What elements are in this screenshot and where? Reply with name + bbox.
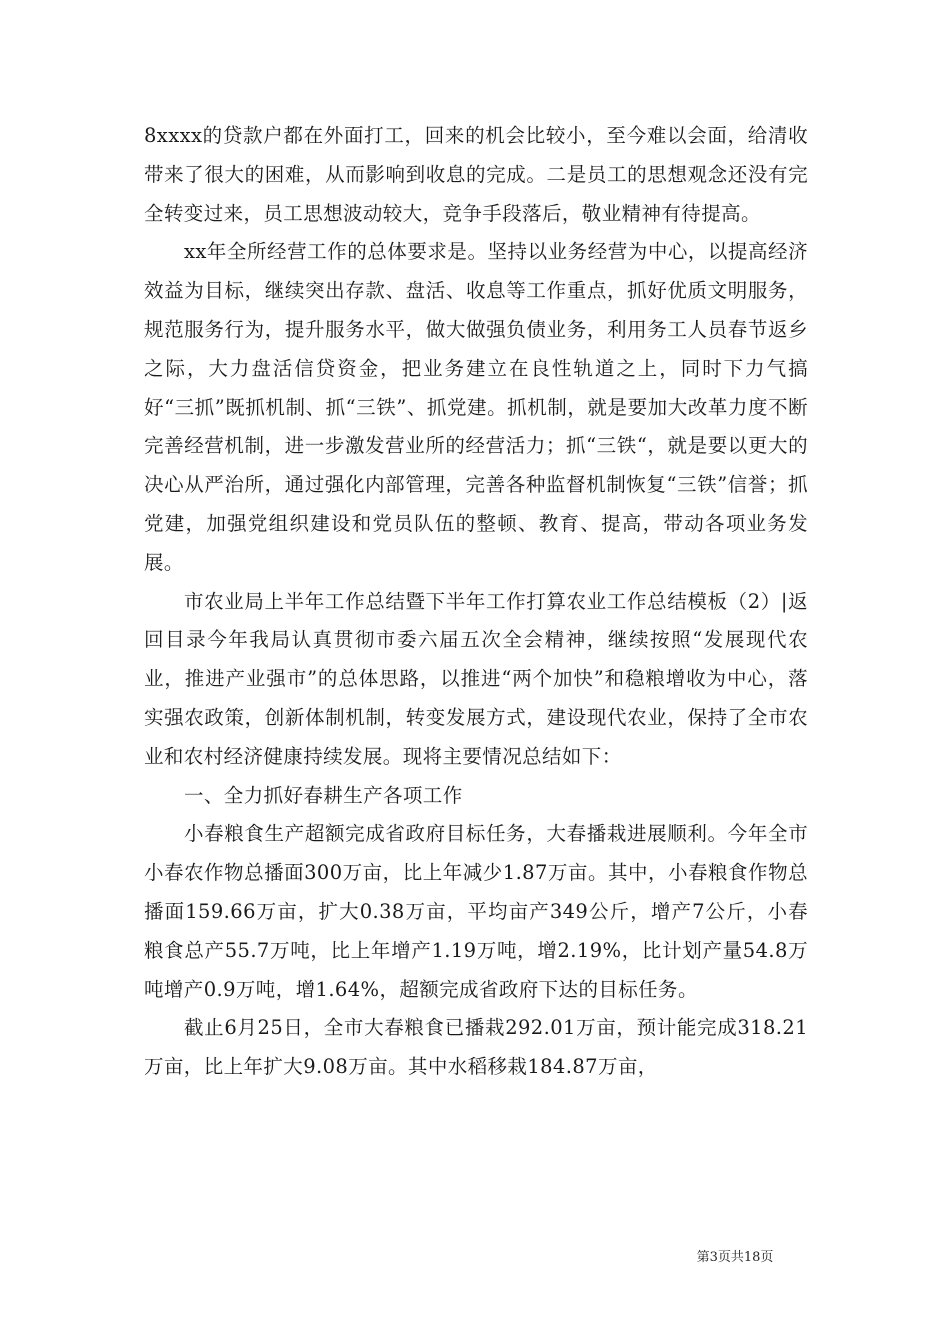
paragraph-4: 小春粮食生产超额完成省政府目标任务，大春播栽进展顺利。今年全市小春农作物总播面300万亩，比上年减少1.87万亩。其中，小春粮食作物总播面159.66万亩，扩大0.38万亩，平均亩产349公斤，增产7公斤，小春粮食总产55.7万吨，比上年增产1.19万吨，增2.19%，比计划产量54.8万吨增产0.9万吨，增1.64%，超额完成省政府下达的目标任务。 [144,822,808,1001]
paragraph-5: 截止6月25日，全市大春粮食已播栽292.01万亩，预计能完成318.21万亩，比上年扩大9.08万亩。其中水稻移栽184.87万亩， [144,1016,808,1079]
section-heading-1: 一、全力抓好春耕生产各项工作 [184,783,463,807]
document-body [144,117,808,1087]
paragraph-3: 市农业局上半年工作总结暨下半年工作打算农业工作总结模板（2）|返回目录今年我局认真贯彻市委六届五次全会精神，继续按照“发展现代农业，推进产业强市”的总体思路，以推进“两个加快”和稳粮增收为中心，落实强农政策，创新体制机制，转变发展方式，建设现代农业，保持了全市农业和农村经济健康持续发展。现将主要情况总结如下： [144,589,808,768]
paragraph-2: xx年全所经营工作的总体要求是。坚持以业务经营为中心，以提高经济效益为目标，继续突出存款、盘活、收息等工作重点，抓好优质文明服务，规范服务行为，提升服务水平，做大做强负债业务，利用务工人员春节返乡之际，大力盘活信贷资金，把业务建立在良性轨道之上，同时下力气搞好“三抓”既抓机制、抓“三铁”、抓党建。抓机制，就是要加大改革力度不断完善经营机制，进一步激发营业所的经营活力；抓“三铁“，就是要以更大的决心从严治所，通过强化内部管理，完善各种监督机制恢复“三铁”信誉；抓党建，加强党组织建设和党员队伍的整顿、教育、提高，带动各项业务发展。 [144,240,808,574]
paragraph-1: 8xxxx的贷款户都在外面打工，回来的机会比较小，至今难以会面，给清收带来了很大的困难，从而影响到收息的完成。二是员工的思想观念还没有完全转变过来，员工思想波动较大，竞争手段落后，敬业精神有待提高。 [144,124,808,225]
page-footer [0,1249,950,1267]
page-number: 第3页共18页 [696,1250,774,1265]
